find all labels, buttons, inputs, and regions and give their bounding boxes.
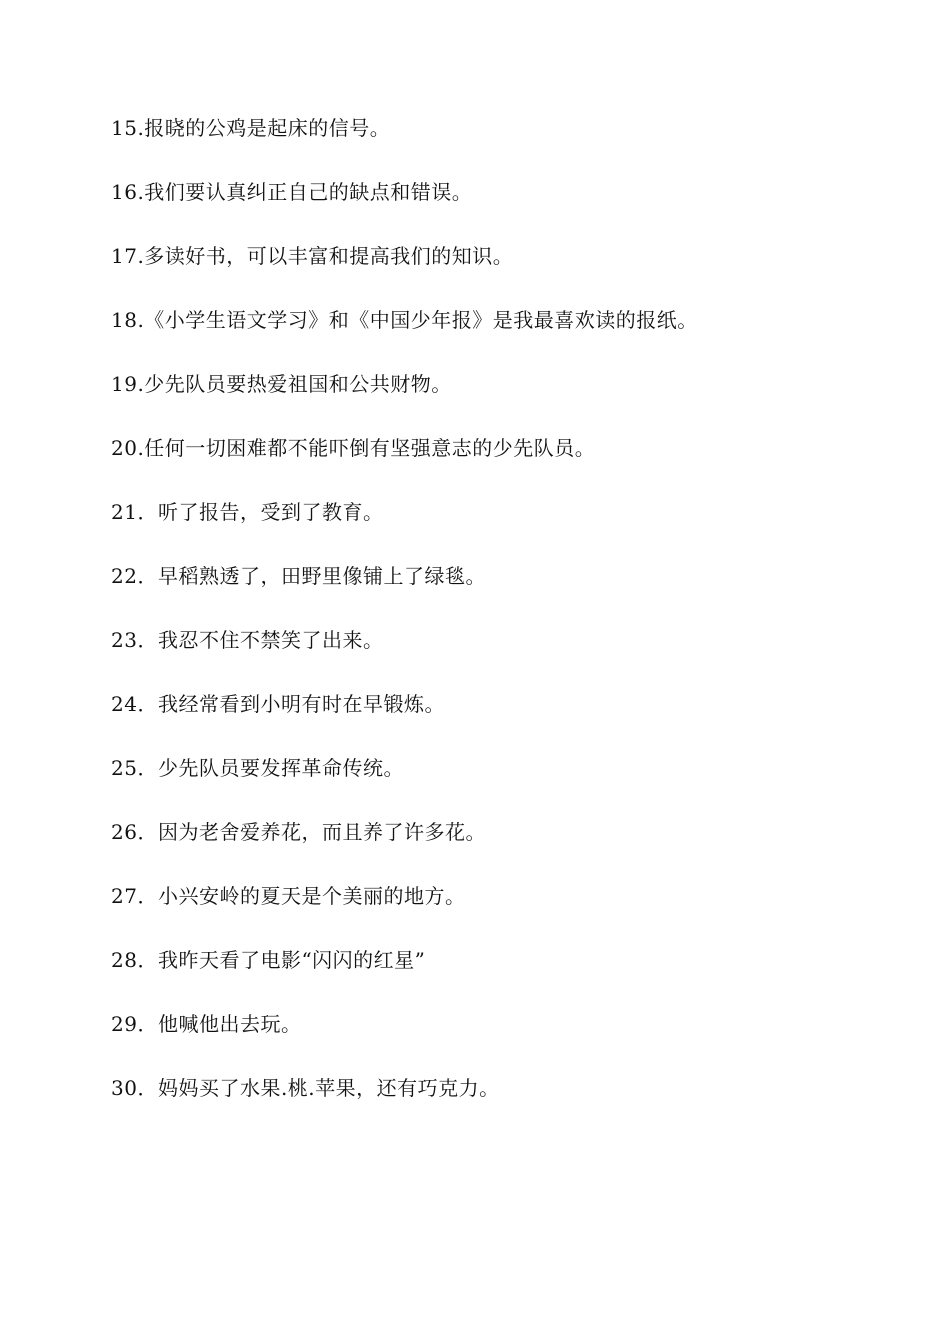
sentence-23: 23．我忍不住不禁笑了出来。 <box>111 628 384 652</box>
sentence-list <box>111 114 911 1138</box>
sentence-18: 18.《小学生语文学习》和《中国少年报》是我最喜欢读的报纸。 <box>111 308 698 332</box>
sentence-21: 21．听了报告，受到了教育。 <box>111 500 384 524</box>
sentence-25: 25．少先队员要发挥革命传统。 <box>111 756 404 780</box>
sentence-30: 30．妈妈买了水果.桃.苹果，还有巧克力。 <box>111 1076 500 1100</box>
sentence-28: 28．我昨天看了电影“闪闪的红星” <box>111 948 426 972</box>
sentence-15: 15.报晓的公鸡是起床的信号。 <box>111 116 391 140</box>
sentence-29: 29．他喊他出去玩。 <box>111 1012 302 1036</box>
sentence-20: 20.任何一切困难都不能吓倒有坚强意志的少先队员。 <box>111 436 596 460</box>
sentence-16: 16.我们要认真纠正自己的缺点和错误。 <box>111 180 473 204</box>
sentence-26: 26．因为老舍爱养花，而且养了许多花。 <box>111 820 486 844</box>
sentence-19: 19.少先队员要热爱祖国和公共财物。 <box>111 372 452 396</box>
sentence-24: 24．我经常看到小明有时在早锻炼。 <box>111 692 445 716</box>
sentence-27: 27．小兴安岭的夏天是个美丽的地方。 <box>111 884 466 908</box>
sentence-22: 22．早稻熟透了，田野里像铺上了绿毯。 <box>111 564 486 588</box>
sentence-17: 17.多读好书，可以丰富和提高我们的知识。 <box>111 244 514 268</box>
